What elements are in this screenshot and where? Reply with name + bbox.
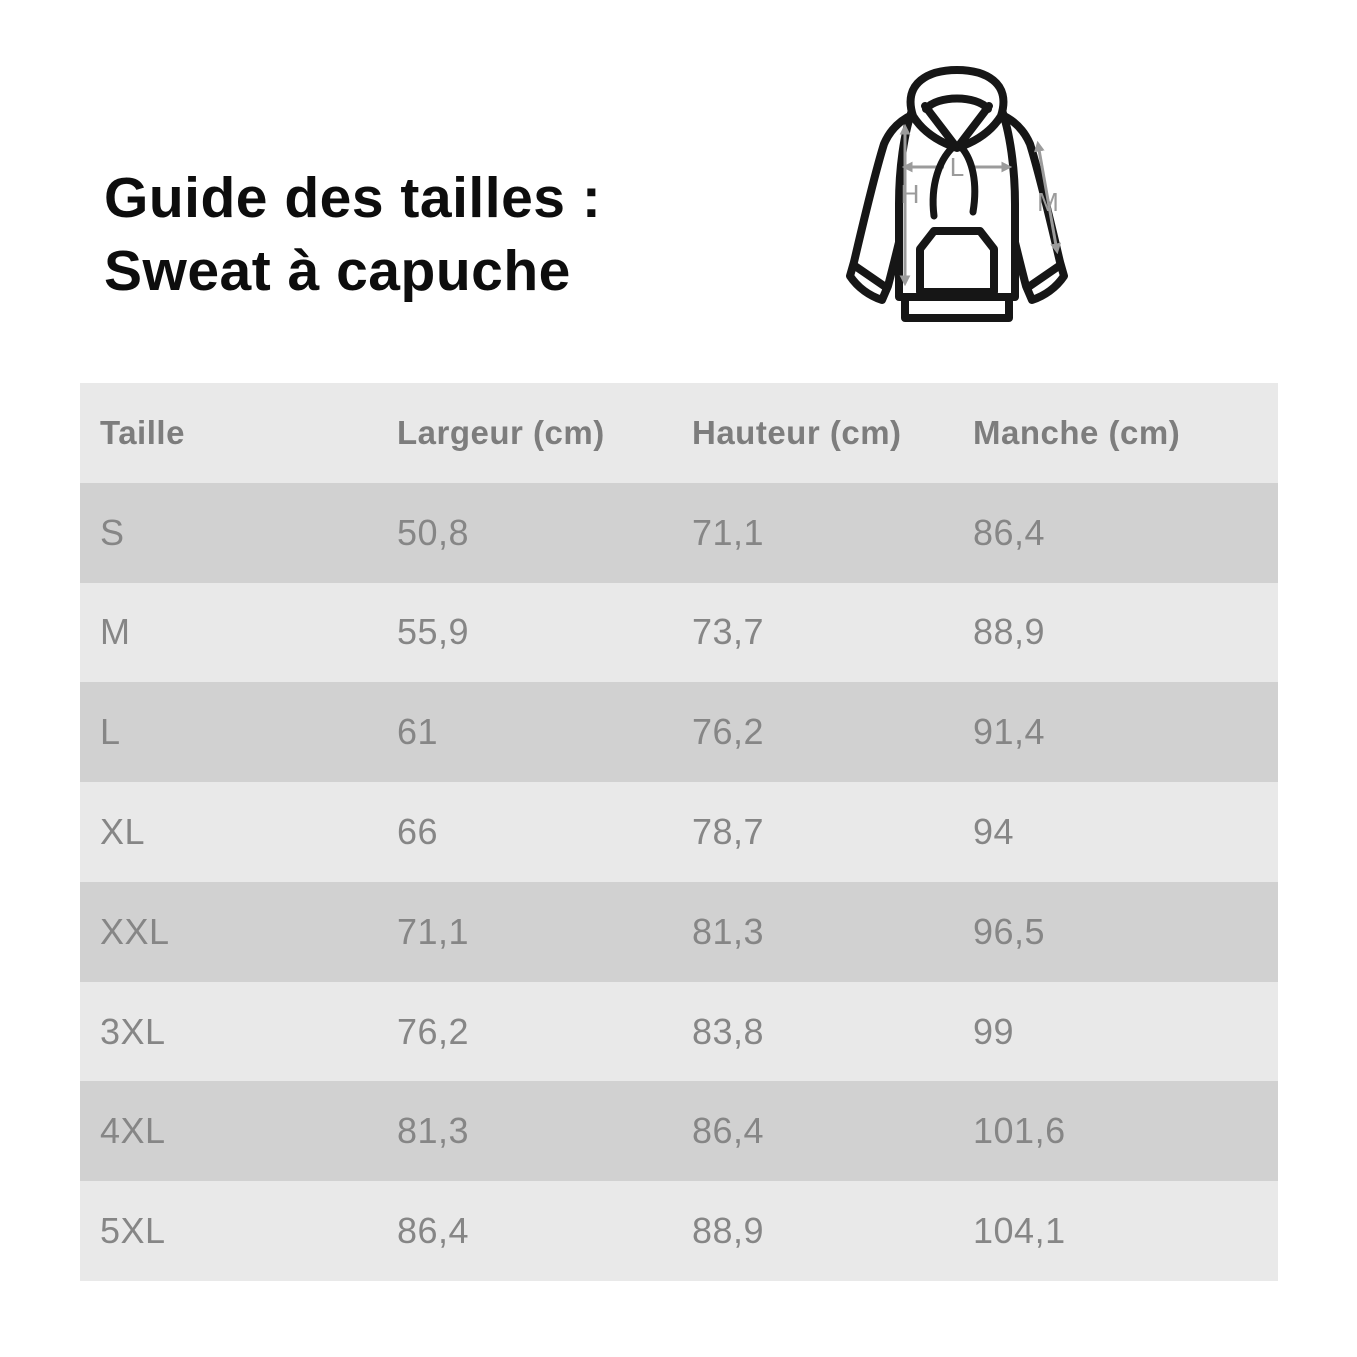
table-row-4xl [80, 1081, 1278, 1181]
table-row-l [80, 682, 1278, 782]
hauteur-cell: 83,8 [692, 1010, 765, 1052]
hauteur-cell: 81,3 [692, 910, 765, 952]
largeur-cell: 76,2 [397, 1010, 470, 1052]
size-cell: L [100, 711, 121, 753]
table-header-row [80, 383, 1278, 483]
size-cell: XL [100, 811, 146, 853]
size-cell: M [100, 611, 131, 653]
hauteur-cell: 71,1 [692, 511, 765, 553]
manche-cell: 96,5 [973, 910, 1046, 952]
page-title-line1: Guide des tailles : [104, 166, 602, 230]
table-row-xxl [80, 882, 1278, 982]
width-label: L [949, 152, 965, 182]
largeur-cell: 55,9 [397, 611, 470, 653]
hauteur-cell: 88,9 [692, 1210, 765, 1252]
column-header-manche: Manche (cm) [973, 413, 1181, 451]
hauteur-cell: 73,7 [692, 611, 765, 653]
largeur-cell: 81,3 [397, 1110, 470, 1152]
manche-cell: 94 [973, 811, 1015, 853]
hauteur-cell: 78,7 [692, 811, 765, 853]
manche-cell: 101,6 [973, 1110, 1066, 1152]
largeur-cell: 61 [397, 711, 439, 753]
table-row-3xl [80, 982, 1278, 1082]
hoodie-diagram [842, 64, 1082, 324]
hauteur-cell: 76,2 [692, 711, 765, 753]
table-row-s [80, 483, 1278, 583]
hem-band [905, 297, 1009, 318]
page-title [104, 162, 601, 308]
kangaroo-pocket [920, 231, 994, 292]
hoodie-illustration-icon [842, 64, 1082, 324]
largeur-cell: 66 [397, 811, 439, 853]
size-cell: XXL [100, 910, 170, 952]
manche-cell: 99 [973, 1010, 1015, 1052]
size-cell: 5XL [100, 1210, 166, 1252]
size-cell: 4XL [100, 1110, 166, 1152]
manche-cell: 86,4 [973, 511, 1046, 553]
hauteur-cell: 86,4 [692, 1110, 765, 1152]
largeur-cell: 71,1 [397, 910, 470, 952]
manche-cell: 91,4 [973, 711, 1046, 753]
table-row-xl [80, 782, 1278, 882]
page-title-line2: Sweat à capuche [104, 239, 571, 303]
sleeve-label: M [1037, 187, 1059, 217]
largeur-cell: 86,4 [397, 1210, 470, 1252]
height-label: H [900, 179, 920, 209]
column-header-taille: Taille [100, 413, 185, 451]
table-row-5xl [80, 1181, 1278, 1281]
size-table [80, 383, 1278, 1281]
column-header-hauteur: Hauteur (cm) [692, 413, 902, 451]
column-header-largeur: Largeur (cm) [397, 413, 605, 451]
size-cell: 3XL [100, 1010, 166, 1052]
largeur-cell: 50,8 [397, 511, 470, 553]
size-cell: S [100, 511, 125, 553]
manche-cell: 88,9 [973, 611, 1046, 653]
manche-cell: 104,1 [973, 1210, 1066, 1252]
table-row-m [80, 583, 1278, 683]
